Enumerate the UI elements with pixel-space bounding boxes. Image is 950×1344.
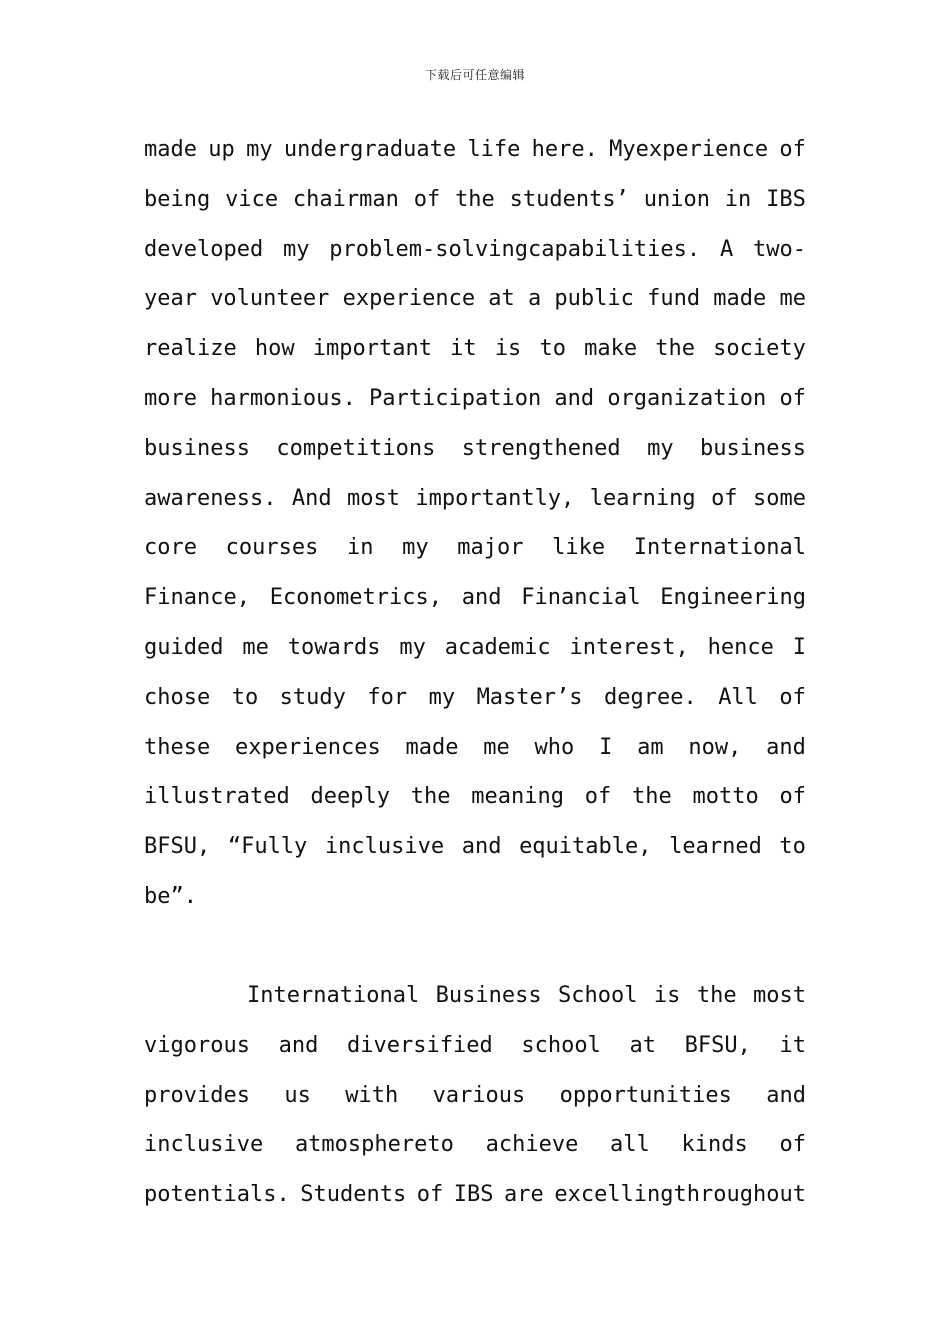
text-line <box>144 225 806 275</box>
text-line <box>144 374 806 424</box>
word: International <box>633 535 806 561</box>
word: Econometrics, <box>269 585 442 611</box>
word: how <box>254 336 295 362</box>
word: opportunities <box>559 1082 732 1108</box>
word: volunteer <box>210 286 330 312</box>
word: of <box>779 1132 806 1158</box>
text-line <box>144 125 806 175</box>
word: business <box>144 435 250 461</box>
word: chose <box>144 684 211 710</box>
word: to <box>539 336 566 362</box>
word: these <box>144 734 211 760</box>
word: the <box>655 336 696 362</box>
word: in <box>724 186 752 212</box>
word: me <box>483 734 510 760</box>
word: at <box>488 286 515 312</box>
word: importantly, <box>415 485 575 511</box>
word: various <box>432 1082 526 1108</box>
word: deeply <box>310 784 390 810</box>
word: I <box>792 634 806 660</box>
word: us <box>284 1082 311 1108</box>
word: my <box>283 236 310 262</box>
word: and <box>461 834 502 860</box>
word: kinds <box>681 1132 748 1158</box>
word: am <box>637 734 664 760</box>
word: important <box>312 336 432 362</box>
text-line <box>144 623 806 673</box>
text-line <box>144 474 806 524</box>
text-line <box>144 673 806 723</box>
word: BFSU, <box>684 1032 751 1058</box>
word: inclusive <box>324 834 445 860</box>
text-line <box>144 573 806 623</box>
word: Myexperience <box>609 137 769 162</box>
word: vigorous <box>144 1032 250 1058</box>
word: study <box>279 684 346 710</box>
word: and <box>278 1032 319 1058</box>
word: for <box>367 684 408 710</box>
word: major <box>457 535 524 561</box>
word: atmosphereto <box>294 1132 454 1158</box>
word: like <box>552 535 606 561</box>
word: core <box>144 535 197 561</box>
word: union <box>643 186 710 212</box>
word: some <box>752 485 806 511</box>
word: All <box>718 684 758 710</box>
word: Business <box>435 983 542 1008</box>
text-line <box>144 822 806 872</box>
word: now, <box>688 734 742 760</box>
word: up <box>208 137 235 162</box>
word: of <box>779 684 806 710</box>
word: the <box>410 784 451 810</box>
word: who <box>534 734 575 760</box>
text-line <box>144 723 806 773</box>
word: students’ <box>509 186 629 212</box>
word: Participation <box>369 385 542 411</box>
word: is <box>494 336 522 362</box>
text-line <box>144 274 806 324</box>
word: developed <box>144 236 264 262</box>
word: here. <box>531 137 598 162</box>
word: inclusive <box>144 1132 264 1158</box>
word: a <box>527 286 542 312</box>
word: learning <box>589 485 696 511</box>
word: and <box>766 1082 806 1108</box>
word: with <box>345 1082 399 1108</box>
word: school <box>521 1032 601 1058</box>
word: my <box>399 634 426 660</box>
word: achieve <box>485 1132 579 1158</box>
word: made <box>144 137 197 162</box>
word: of <box>584 784 612 810</box>
word: organization <box>607 385 767 411</box>
word: to <box>231 684 259 710</box>
word: the <box>455 186 495 212</box>
word: my <box>428 684 456 710</box>
word: BFSU, <box>144 834 211 860</box>
word: most <box>346 485 400 511</box>
word: Engineering <box>660 585 806 611</box>
text-line <box>144 424 806 474</box>
word: of <box>711 485 738 511</box>
word: And <box>291 485 332 511</box>
word: Financial <box>521 585 641 611</box>
word: of <box>413 186 441 212</box>
text-line <box>144 1021 806 1071</box>
word: society <box>713 336 806 362</box>
word: hence <box>707 634 774 660</box>
word: fund <box>647 286 701 312</box>
word: year <box>144 286 197 312</box>
word: potentials. <box>144 1182 290 1208</box>
word: IBS <box>766 186 806 212</box>
word: IBS <box>453 1182 494 1208</box>
word: of <box>779 784 806 810</box>
word: being <box>144 186 211 212</box>
paragraph-1 <box>144 125 806 922</box>
word: provides <box>144 1082 250 1108</box>
text-line <box>144 772 806 822</box>
word: equitable, <box>519 834 652 860</box>
word: two- <box>752 236 806 262</box>
word: more <box>144 385 197 411</box>
word: I <box>599 734 613 760</box>
word: the <box>631 784 672 810</box>
word: of <box>779 137 806 162</box>
text-line <box>144 523 806 573</box>
word: vice <box>225 186 279 212</box>
word: competitions <box>276 435 436 461</box>
word: are <box>504 1182 544 1208</box>
word: “Fully <box>227 834 308 860</box>
word: degree. <box>604 684 697 710</box>
word: chairman <box>292 186 399 212</box>
text-line <box>144 1120 806 1170</box>
word: my <box>246 137 273 162</box>
word: of <box>779 385 806 411</box>
word: courses <box>225 535 319 561</box>
word: strengthened <box>461 435 621 461</box>
word: illustrated <box>144 784 290 810</box>
word: life <box>467 137 521 162</box>
word: motto <box>692 784 759 810</box>
word: my <box>647 435 674 461</box>
word: me <box>779 286 806 312</box>
word: public <box>554 286 634 312</box>
word: excellingthroughout <box>554 1182 806 1208</box>
word: interest, <box>569 634 689 660</box>
text-line <box>144 971 806 1021</box>
word: and <box>554 385 595 411</box>
word: it <box>450 336 477 362</box>
word: harmonious. <box>210 385 356 411</box>
text-line <box>144 1071 806 1121</box>
word: all <box>610 1132 650 1158</box>
word: Master’s <box>476 684 583 710</box>
word: most <box>753 983 806 1008</box>
word: diversified <box>347 1032 493 1058</box>
word: guided <box>144 634 224 660</box>
word: make <box>584 336 638 362</box>
word: towards <box>287 634 381 660</box>
word: International <box>247 983 420 1008</box>
word: business <box>700 435 806 461</box>
word: me <box>242 634 269 660</box>
word: experiences <box>235 734 381 760</box>
word: realize <box>144 336 237 362</box>
text-line <box>144 324 806 374</box>
word: undergraduate <box>283 137 457 162</box>
word: problem-solvingcapabilities. <box>329 236 701 262</box>
word: and <box>461 585 502 611</box>
word: it <box>779 1032 806 1058</box>
paragraph-2 <box>144 971 806 1220</box>
word: in <box>346 535 374 561</box>
text-line: be”. <box>144 883 197 909</box>
word: experience <box>342 286 476 312</box>
word: Students <box>300 1182 407 1208</box>
word: School <box>558 983 638 1008</box>
word: made <box>713 286 767 312</box>
word: academic <box>444 634 551 660</box>
word: my <box>402 535 429 561</box>
page-header-note: 下载后可任意编辑 <box>424 68 525 82</box>
word: awareness. <box>144 485 277 511</box>
word: and <box>766 734 806 760</box>
word: A <box>719 236 734 262</box>
word: is <box>653 983 681 1008</box>
word: meaning <box>471 784 564 810</box>
word: of <box>416 1182 444 1208</box>
word: made <box>405 734 459 760</box>
text-line <box>144 175 806 225</box>
text-line <box>144 1170 806 1220</box>
word: the <box>696 983 737 1008</box>
word: to <box>779 834 806 860</box>
word: at <box>629 1032 656 1058</box>
word: Finance, <box>144 585 250 611</box>
word: learned <box>669 834 762 860</box>
